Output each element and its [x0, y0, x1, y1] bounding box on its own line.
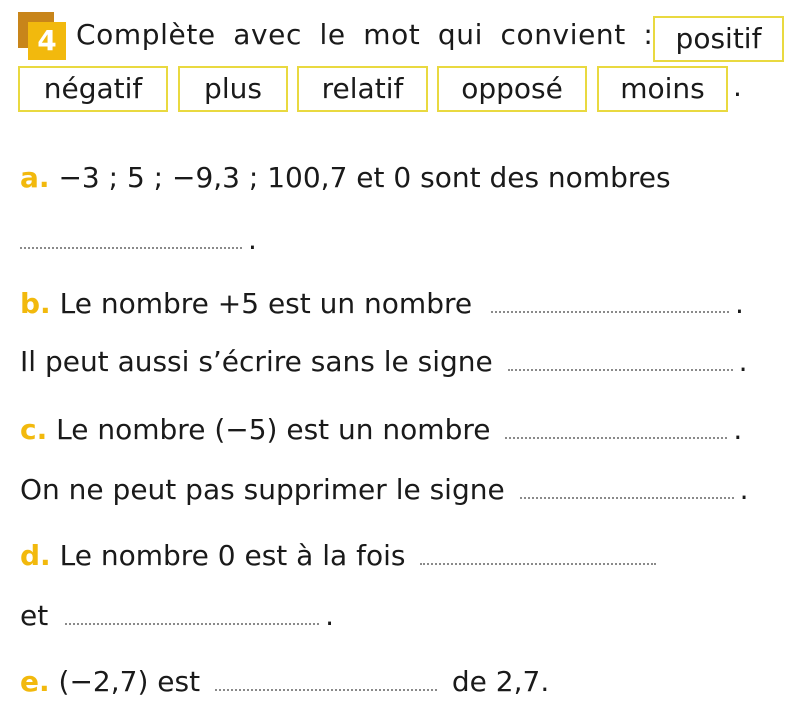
item-c-blank-2[interactable] [520, 491, 734, 499]
item-b-line-1 [20, 286, 744, 322]
item-c-letter: c. [20, 413, 48, 446]
item-a-line-1 [20, 160, 671, 196]
item-c-end-1: . [733, 413, 743, 446]
item-c-text-2: On ne peut pas supprimer le signe [20, 473, 505, 506]
item-c-line-1 [20, 412, 742, 448]
item-b-blank-2[interactable] [508, 363, 733, 371]
item-d-text-1: Le nombre 0 est à la fois [59, 539, 406, 572]
item-d-end-2: . [325, 599, 335, 632]
item-d-blank-2[interactable] [65, 617, 319, 625]
item-e-letter: e. [20, 665, 50, 698]
item-a-blank[interactable] [20, 241, 242, 249]
item-d-line-2 [20, 598, 334, 634]
word-bank-period: . [733, 70, 742, 103]
item-c-line-2 [20, 472, 749, 508]
item-e-blank[interactable] [215, 683, 437, 691]
item-c-text-1: Le nombre (−5) est un nombre [56, 413, 491, 446]
item-b-text-1: Le nombre +5 est un nombre [59, 287, 473, 320]
item-b-end-1: . [735, 287, 744, 320]
item-e-line-1 [20, 664, 549, 700]
word-box-moins: moins [597, 66, 728, 112]
exercise-number: 4 [28, 22, 66, 60]
item-b-end-2: . [738, 345, 748, 378]
word-box-negatif: négatif [18, 66, 168, 112]
exercise-number-badge [18, 12, 66, 60]
word-box-relatif: relatif [297, 66, 428, 112]
item-d-blank-1[interactable] [420, 557, 656, 565]
item-e-text-1: (−2,7) est [58, 665, 201, 698]
word-box-positif: positif [653, 16, 784, 62]
item-b-blank-1[interactable] [491, 305, 729, 313]
item-c-blank-1[interactable] [505, 431, 727, 439]
item-e-text-2: de 2,7. [451, 665, 550, 698]
item-d-letter: d. [20, 539, 51, 572]
item-d-text-2: et [20, 599, 49, 632]
item-a-text: −3 ; 5 ; −9,3 ; 100,7 et 0 sont des nombres [58, 161, 671, 194]
exercise-instruction: Complète avec le mot qui convient : [76, 18, 654, 51]
item-d-line-1 [20, 538, 662, 574]
item-b-text-2: Il peut aussi s’écrire sans le signe [20, 345, 493, 378]
item-c-end-2: . [739, 473, 749, 506]
word-box-oppose: opposé [437, 66, 587, 112]
item-b-line-2 [20, 344, 748, 380]
item-a-end: . [248, 223, 257, 256]
word-box-plus: plus [178, 66, 288, 112]
item-a-line-2 [20, 222, 257, 258]
item-b-letter: b. [20, 287, 51, 320]
item-a-letter: a. [20, 161, 50, 194]
